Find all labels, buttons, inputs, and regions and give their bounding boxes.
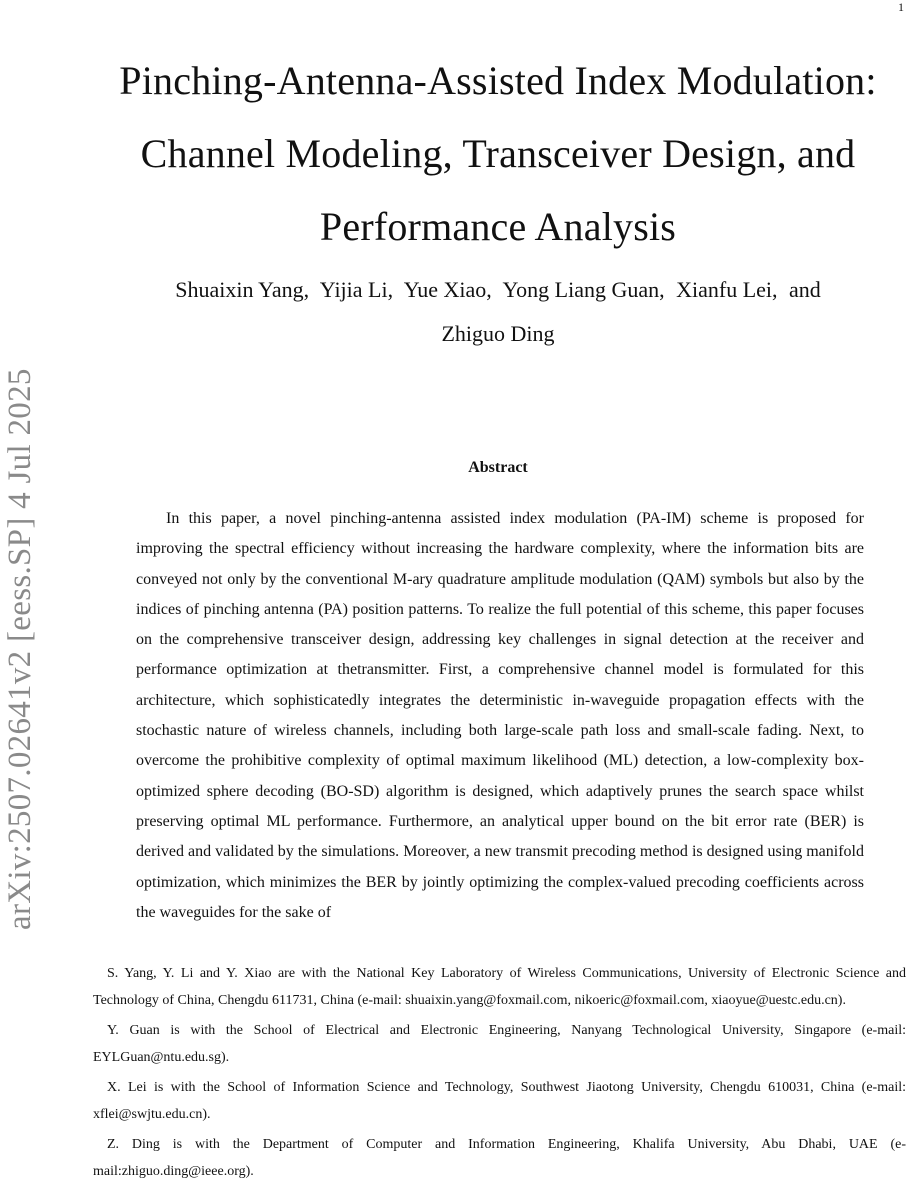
arxiv-identifier-stamp[interactable]: arXiv:2507.02641v2 [eess.SP] 4 Jul 2025 bbox=[2, 368, 38, 930]
author-name: Yong Liang Guan, bbox=[502, 277, 665, 302]
author-name: Shuaixin Yang, bbox=[175, 277, 310, 302]
footnote-affiliation: Z. Ding is with the Department of Computer and Information Engineering, Khalifa University, Abu Dhabi, UAE (e-mail:zhiguo.ding@ieee.org). bbox=[93, 1137, 906, 1179]
paper-title: Pinching-Antenna-Assisted Index Modulation: Channel Modeling, Transceiver Design, and Performance Analysis bbox=[119, 58, 877, 249]
author-name: Yue Xiao, bbox=[403, 277, 492, 302]
author-name: Yijia Li, bbox=[319, 277, 394, 302]
page-number: 1 bbox=[898, 0, 904, 14]
author-conjunction: and bbox=[789, 277, 821, 302]
footnote-affiliation: S. Yang, Y. Li and Y. Xiao are with the National Key Laboratory of Wireless Communications, University of Electronic Science and Technology of China, Chengdu 611731, China (e-mail: shuaixin.yang@foxmail.com, nikoeric@foxmail.com, xiaoyue@uestc.edu.cn). bbox=[93, 966, 906, 1008]
abstract-heading: Abstract bbox=[468, 459, 528, 476]
abstract-text: In this paper, a novel pinching-antenna assisted index modulation (PA-IM) scheme is proposed for improving the spectral efficiency without increasing the hardware complexity, where the information bits are conveyed not only by the conventional M-ary quadrature amplitude modulation (QAM) symbols but also by the indices of pinching antenna (PA) position patterns. To realize the full potential of this scheme, this paper focuses on the comprehensive transceiver design, addressing key challenges in signal detection at the receiver and performance optimization at thetransmitter. First, a comprehensive channel model is formulated for this architecture, which sophisticatedly integrates the deterministic in-waveguide propagation effects with the stochastic nature of wireless channels, including both large-scale path loss and small-scale fading. Next, to overcome the prohibitive complexity of optimal maximum likelihood (ML) detection, a low-complexity box-optimized sphere decoding (BO-SD) algorithm is designed, which adaptively prunes the search space whilst preserving optimal ML performance. Furthermore, an analytical upper bound on the bit error rate (BER) is derived and validated by the simulations. Moreover, a new transmit precoding method is designed using manifold optimization, which minimizes the BER by jointly optimizing the complex-valued precoding coefficients across the waveguides for the sake of bbox=[136, 510, 864, 921]
affiliation-footnotes bbox=[93, 961, 906, 1189]
author-name: Xianfu Lei, bbox=[676, 277, 778, 302]
author-name: Zhiguo Ding bbox=[441, 321, 555, 346]
author-list bbox=[100, 268, 896, 356]
footnote-affiliation: X. Lei is with the School of Information Science and Technology, Southwest Jiaotong University, Chengdu 610031, China (e-mail: xflei@swjtu.edu.cn). bbox=[93, 1080, 906, 1122]
footnote-affiliation: Y. Guan is with the School of Electrical and Electronic Engineering, Nanyang Technological University, Singapore (e-mail: EYLGuan@ntu.edu.sg). bbox=[93, 1023, 906, 1065]
